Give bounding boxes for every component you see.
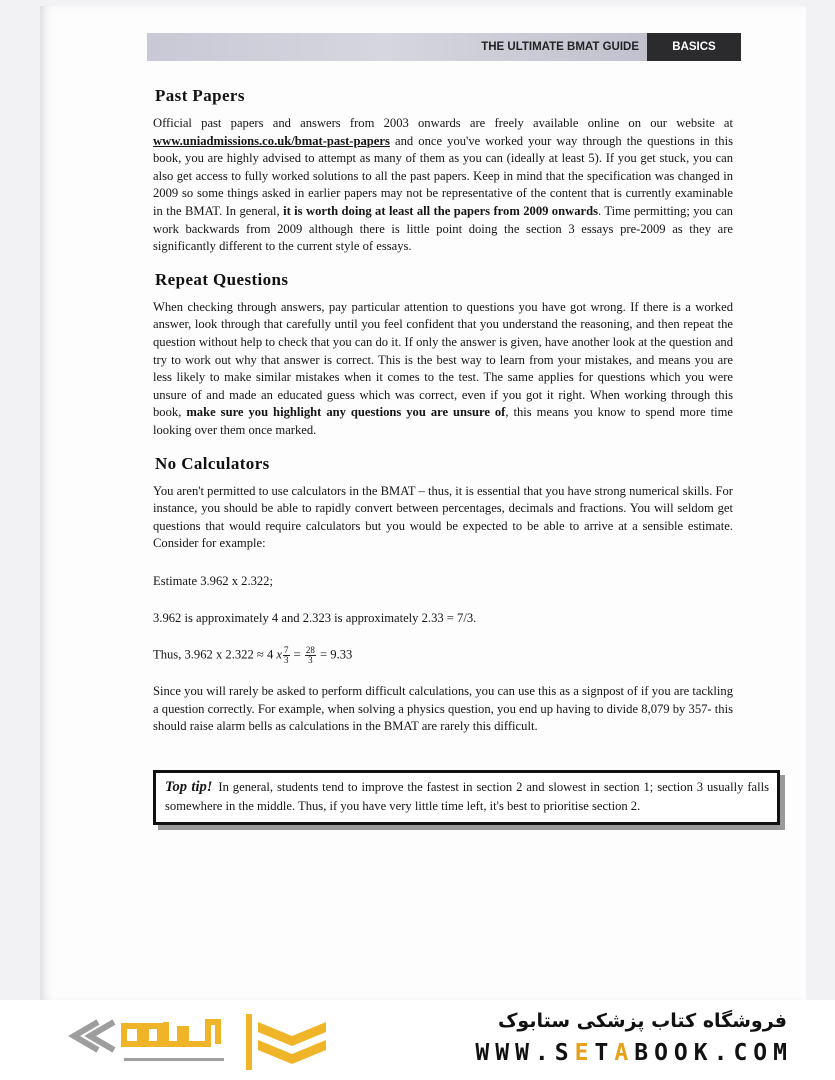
repeat-questions-heading: Repeat Questions (155, 269, 289, 289)
top-tip-text: In general, students tend to improve the fastest in section 2 and slowest in section 1; section 3 usually falls somewhere in the middle. Thus, if you have very little time left, it's best to prioritise section 2. (165, 780, 769, 813)
fraction-twentyeight-thirds (305, 646, 316, 665)
numerator: 7 (284, 645, 289, 656)
guide-title: THE ULTIMATE BMAT GUIDE (481, 41, 639, 53)
section-tab: BASICS (647, 33, 741, 61)
url-highlight: A (614, 1040, 635, 1066)
text-run: When checking through answers, pay particular attention to questions you have got wrong. If there is a worked answer, look through that carefully until you feel confident that you understand the reasoning, and then repeat the question without help to check that you can do it. If only the answer is given, have another look at the question and try to work out why that answer is correct. This is the best way to learn from your mistakes, and means you are less likely to make similar mistakes when it comes to the test. The same applies for questions which you were unsure of and made an educated guess which was correct, even if you got it right. When working through this book, (153, 299, 733, 420)
past-papers-link[interactable]: www.uniadmissions.co.uk/bmat-past-papers (153, 133, 390, 148)
url-part: T (594, 1040, 615, 1066)
url-highlight: E (574, 1040, 595, 1066)
store-footer (0, 1000, 835, 1080)
chevron-logo-icon (246, 1014, 328, 1070)
top-tip-box (153, 770, 780, 825)
calculation-line (153, 646, 733, 665)
past-papers-section (153, 86, 733, 256)
signpost-paragraph: Since you will rarely be asked to perform difficult calculations, you can use this as a signpost of if you are tackling a question correctly. For example, when solving a physics question, you end up having to divide 8,079 by 357- this should raise alarm bells as calculations in the BMAT are rarely this difficult. (153, 684, 733, 734)
store-url[interactable] (475, 1040, 793, 1066)
equals: = (290, 647, 304, 662)
text-run: , this means you know to spend more time looking over them once marked. (153, 405, 733, 437)
no-calculators-heading: No Calculators (155, 453, 270, 473)
repeat-questions-section (153, 270, 733, 440)
repeat-questions-paragraph (153, 299, 733, 440)
past-papers-paragraph (153, 115, 733, 256)
no-calculators-section (153, 454, 733, 736)
url-part: BOOK.COM (634, 1040, 793, 1066)
emphasis: make sure you highlight any questions you are unsure of (186, 405, 506, 420)
page-header (147, 33, 741, 61)
logo-wordmark-icon (66, 1014, 236, 1070)
text-run: Thus, 3.962 x 2.322 ≈ 4 (153, 647, 277, 662)
top-tip-label: Top tip! (165, 779, 213, 795)
setabook-logo (66, 1014, 236, 1070)
fraction-seven-thirds (283, 646, 290, 665)
numerator: 28 (305, 645, 315, 656)
past-papers-heading: Past Papers (155, 86, 245, 105)
estimate-line: Estimate 3.962 x 2.322; (153, 573, 273, 588)
store-name: فروشگاه کتاب پزشکی ستابوک (497, 1010, 787, 1032)
denominator: 3 (284, 655, 289, 666)
emphasis: it is worth doing at least all the papers from 2009 onwards (283, 203, 598, 218)
approximation-line: 3.962 is approximately 4 and 2.323 is approximately 2.33 = 7/3. (153, 611, 477, 626)
no-calculators-paragraph: You aren't permitted to use calculators in the BMAT – thus, it is essential that you have strong numerical skills. For instance, you should be able to rapidly convert between percentages, decimals and fractions. You will seldom get questions that would require calculators but you would be expected to be able to arrive at a sensible estimate. Consider for example: (153, 483, 733, 551)
text-run: Official past papers and answers from 2003 onwards are freely available online on our website at (153, 116, 733, 130)
result: = 9.33 (316, 647, 353, 662)
denominator: 3 (308, 655, 313, 666)
page-content (153, 86, 733, 750)
times-symbol: x (276, 647, 282, 662)
url-part: WWW.S (475, 1040, 575, 1066)
text-run: and once you've worked your way through the questions in this book, you are highly advised to attempt as many of them as you can (ideally at least 5). If you get stuck, you can also get access to fully worked solutions to all the past papers. Keep in mind that the specification was changed in 2009 so some things asked in earlier papers may not be representative of the content that is currently examinable in the BMAT. In general, (153, 133, 733, 218)
text-run: . Time permitting; you can work backwards from 2009 although there is little point doing the section 3 essays pre-2009 as they are significantly different to the current style of essays. (153, 203, 733, 254)
